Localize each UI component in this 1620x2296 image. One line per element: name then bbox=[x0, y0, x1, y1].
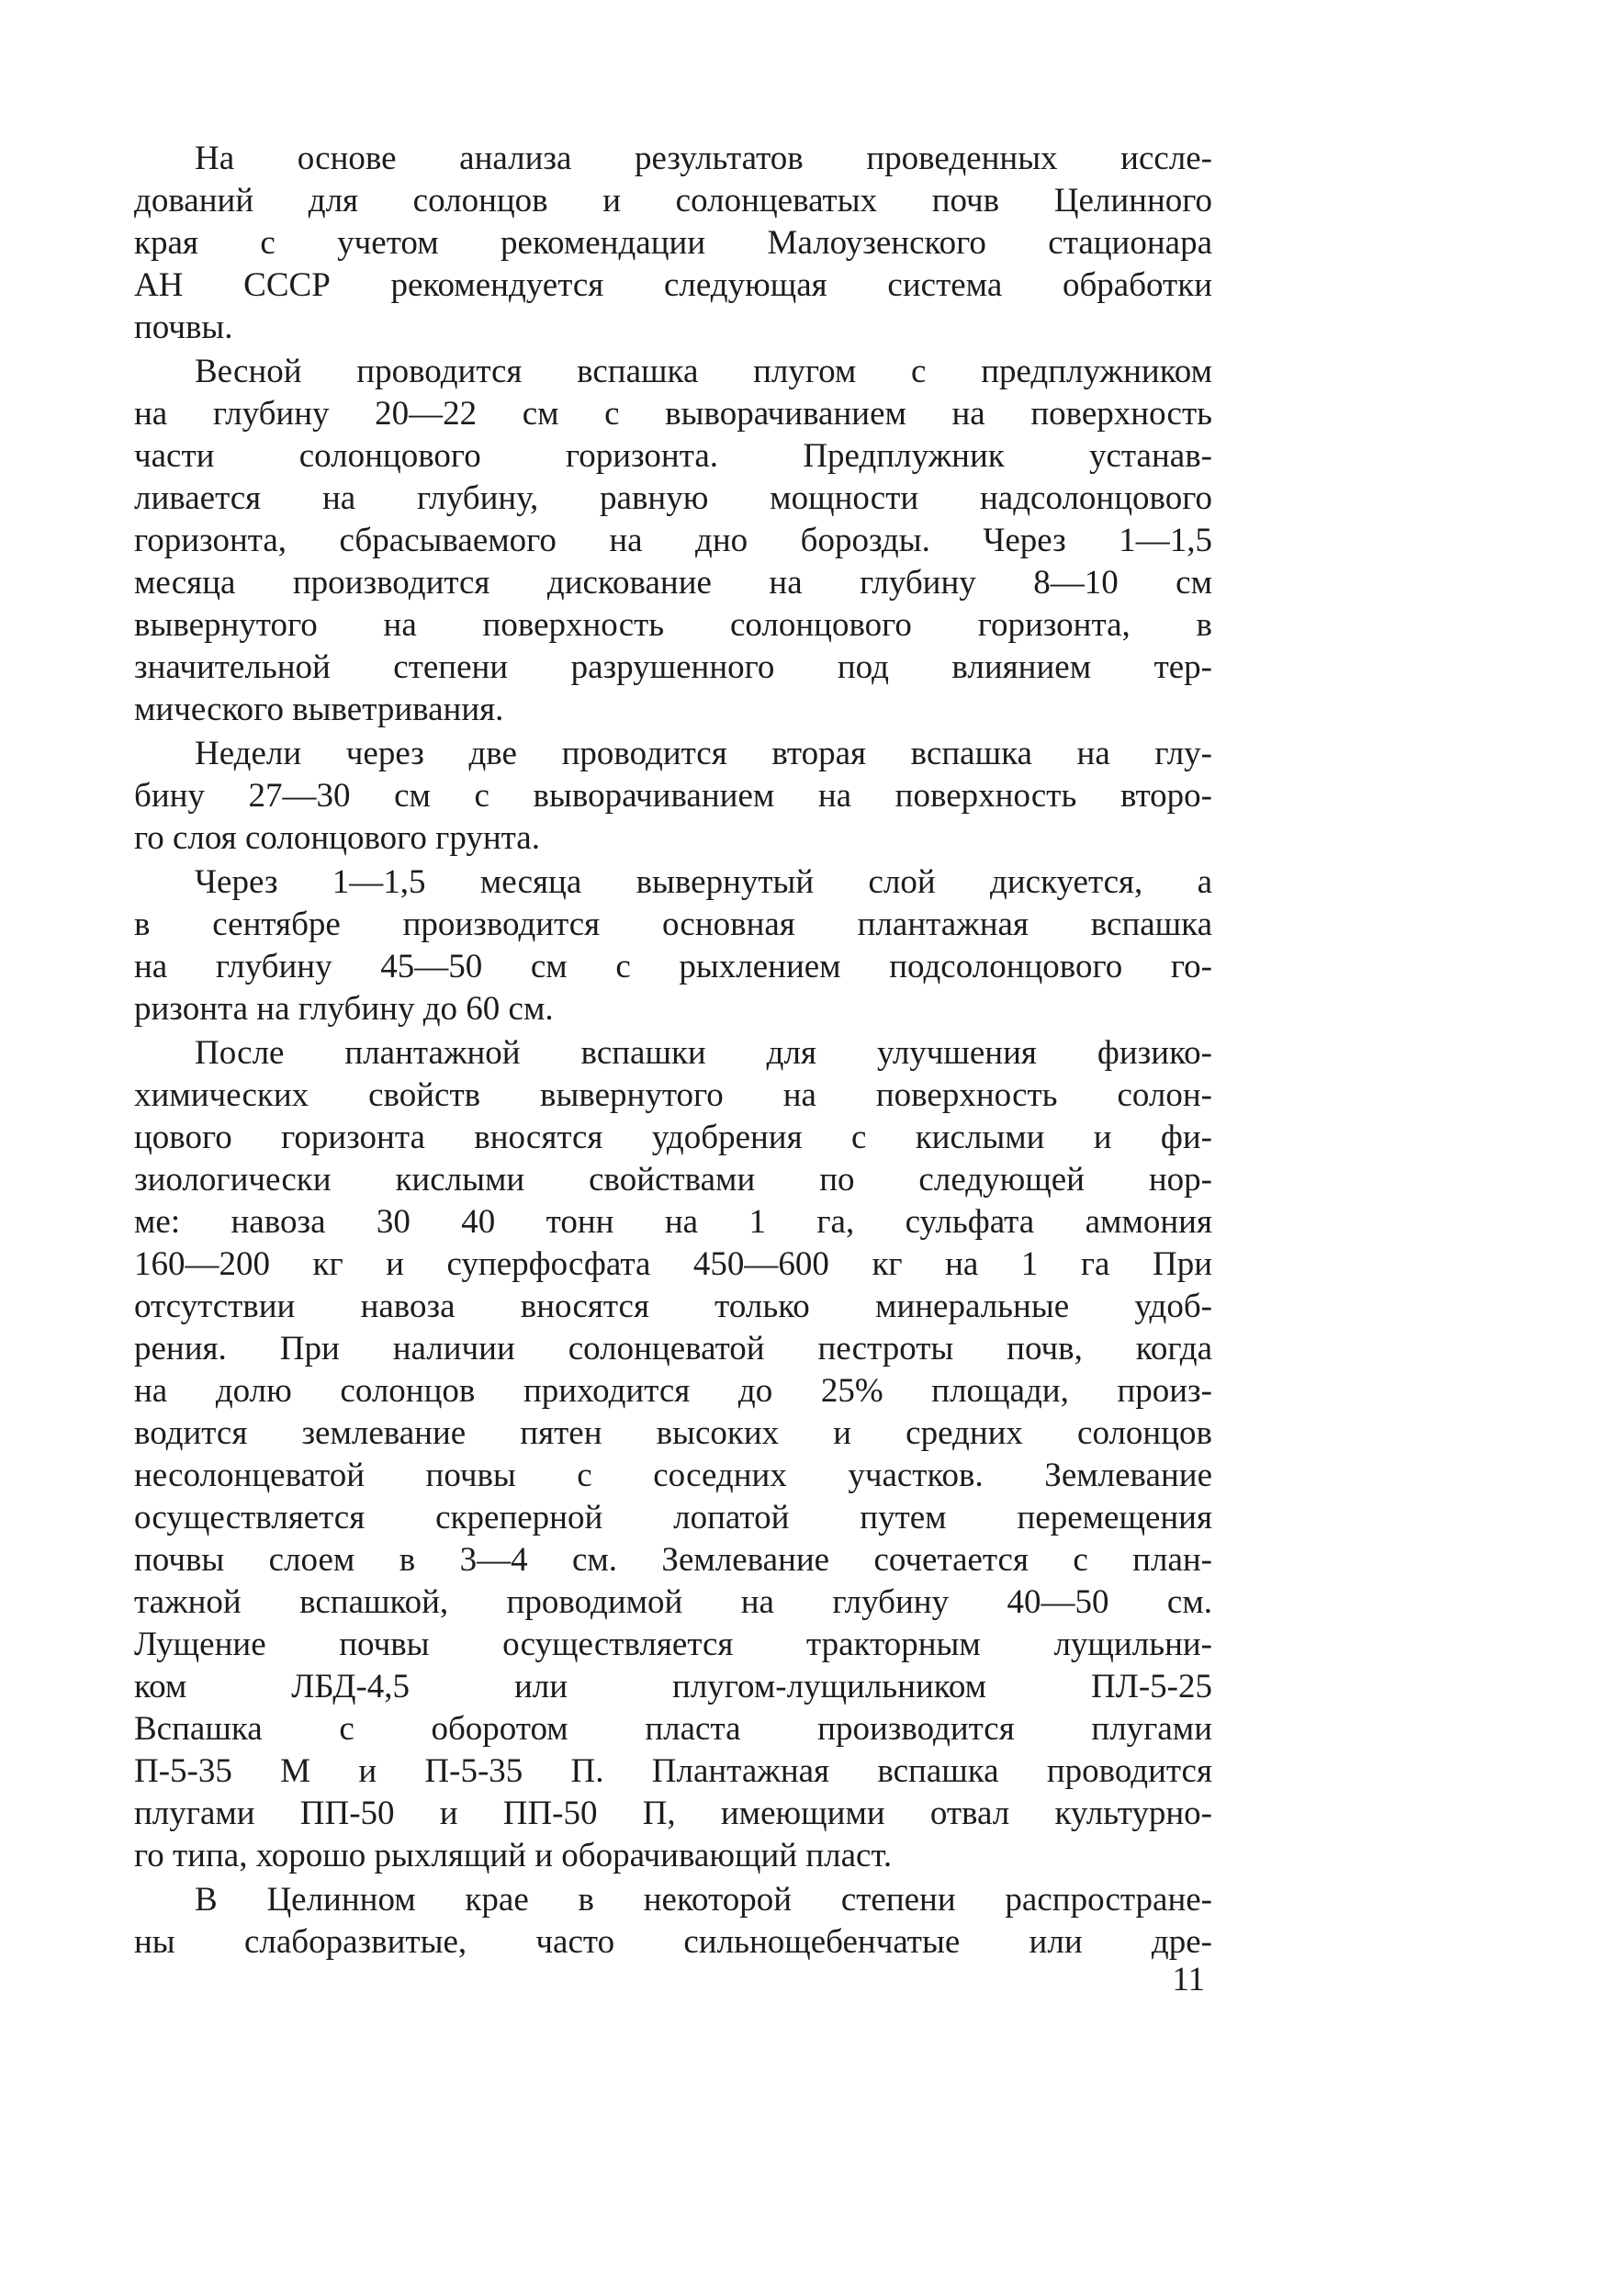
text-line: несолонцеватой почвы с соседних участков. Землевание bbox=[134, 1457, 1212, 1494]
text-line: в сентябре производится основная плантажная вспашка bbox=[134, 906, 1212, 943]
text-line: П-5-35 М и П-5-35 П. Плантажная вспашка проводится bbox=[134, 1752, 1212, 1790]
text-line: почвы слоем в 3—4 см. Землевание сочетается с план- bbox=[134, 1541, 1212, 1579]
text-line: плугами ПП-50 и ПП-50 П, имеющими отвал культурно- bbox=[134, 1795, 1212, 1832]
text-line: ком ЛБД-4,5 или плугом-лущильником ПЛ-5-25 bbox=[134, 1668, 1212, 1705]
text-line: 160—200 кг и суперфосфата 450—600 кг на 1 га При bbox=[134, 1245, 1212, 1283]
text-line: Недели через две проводится вторая вспашка на глу- bbox=[195, 735, 1212, 772]
text-line: Весной проводится вспашка плугом с предплужником bbox=[195, 353, 1212, 390]
text-line: зиологически кислыми свойствами по следующей нор- bbox=[134, 1161, 1212, 1199]
text-line: почвы. bbox=[134, 309, 233, 346]
text-line: мического выветривания. bbox=[134, 691, 504, 728]
text-line: Лущение почвы осуществляется тракторным лущильни- bbox=[134, 1626, 1212, 1663]
text-line: Через 1—1,5 месяца вывернутый слой дискуется, а bbox=[195, 863, 1212, 901]
text-line: отсутствии навоза вносятся только минеральные удоб- bbox=[134, 1288, 1212, 1325]
text-line: В Целинном крае в некоторой степени распростране- bbox=[195, 1881, 1212, 1919]
text-line: ризонта на глубину до 60 см. bbox=[134, 990, 554, 1028]
text-line: на глубину 20—22 см с выворачиванием на поверхность bbox=[134, 395, 1212, 433]
text-line: края с учетом рекомендации Малоузенского стационара bbox=[134, 224, 1212, 262]
text-line: на долю солонцов приходится до 25% площади, произ- bbox=[134, 1372, 1212, 1410]
text-line: ливается на глубину, равную мощности надсолонцового bbox=[134, 479, 1212, 517]
text-line: водится землевание пятен высоких и средних солонцов bbox=[134, 1414, 1212, 1452]
text-line: Вспашка с оборотом пласта производится плугами bbox=[134, 1710, 1212, 1748]
text-line: ны слаборазвитые, часто сильнощебенчатые или дре- bbox=[134, 1923, 1212, 1961]
body-text bbox=[134, 138, 1212, 1964]
text-line: го типа, хорошо рыхлящий и оборачивающий пласт. bbox=[134, 1837, 893, 1874]
text-line: тажной вспашкой, проводимой на глубину 40—50 см. bbox=[134, 1583, 1212, 1621]
text-line: После плантажной вспашки для улучшения физико- bbox=[195, 1034, 1212, 1072]
text-line: АН СССР рекомендуется следующая система обработки bbox=[134, 266, 1212, 304]
text-line: вывернутого на поверхность солонцового горизонта, в bbox=[134, 606, 1212, 644]
text-line: рения. При наличии солонцеватой пестроты почв, когда bbox=[134, 1330, 1212, 1367]
text-line: бину 27—30 см с выворачиванием на поверхность второ- bbox=[134, 777, 1212, 815]
text-line: осуществляется скреперной лопатой путем перемещения bbox=[134, 1499, 1212, 1536]
text-line: месяца производится дискование на глубину 8—10 см bbox=[134, 564, 1212, 602]
text-line: На основе анализа результатов проведенных иссле- bbox=[195, 140, 1212, 177]
text-line: ме: навоза 30 40 тонн на 1 га, сульфата аммония bbox=[134, 1203, 1212, 1241]
text-line: горизонта, сбрасываемого на дно борозды. Через 1—1,5 bbox=[134, 522, 1212, 559]
text-line: части солонцового горизонта. Предплужник устанав- bbox=[134, 437, 1212, 475]
text-line: го слоя солонцового грунта. bbox=[134, 819, 540, 857]
text-line: на глубину 45—50 см с рыхлением подсолонцового го- bbox=[134, 948, 1212, 985]
text-line: химических свойств вывернутого на поверхность солон- bbox=[134, 1076, 1212, 1114]
text-line: значительной степени разрушенного под влиянием тер- bbox=[134, 648, 1212, 686]
page-number: 11 bbox=[1172, 1961, 1205, 1998]
text-line: дований для солонцов и солонцеватых почв Целинного bbox=[134, 182, 1212, 219]
text-line: цового горизонта вносятся удобрения с кислыми и фи- bbox=[134, 1119, 1212, 1156]
